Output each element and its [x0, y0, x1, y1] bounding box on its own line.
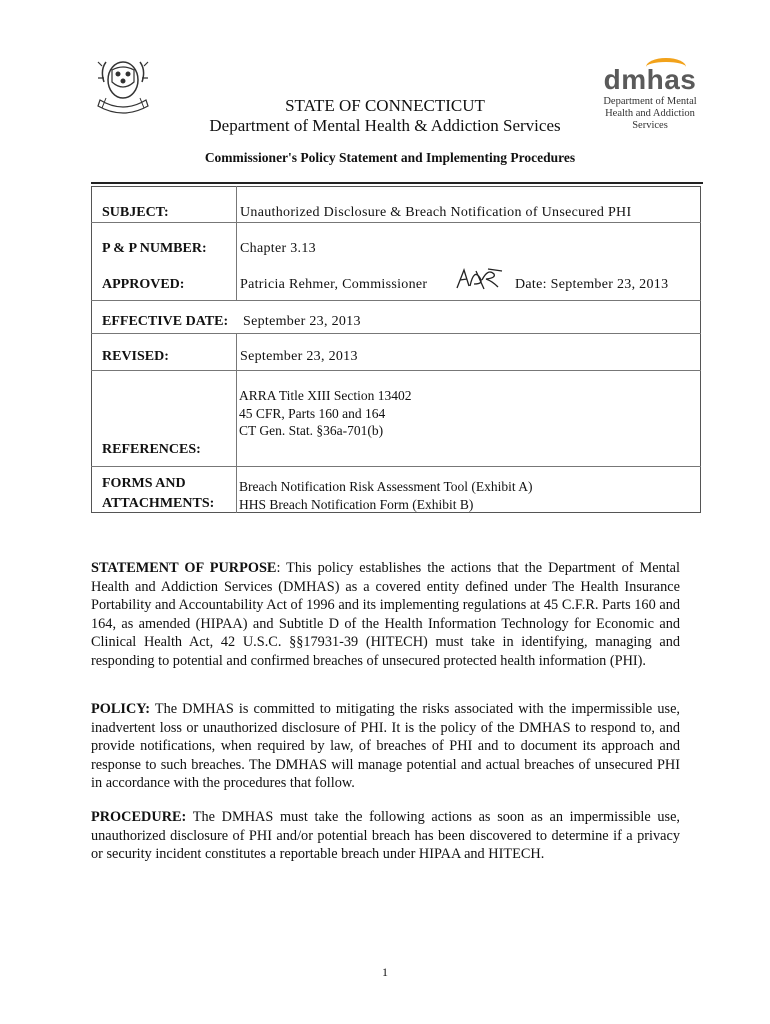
revised-label: REVISED:	[102, 349, 169, 364]
references-list	[239, 387, 412, 440]
procedure-text: The DMHAS must take the following actions as soon as an impermissible use, unauthorized disclosure of PHI and/or potential breach has been discovered to determine if a privacy or security incident constitutes a reportable breach under HIPAA and HITECH.	[91, 809, 680, 863]
forms-label-line-2: ATTACHMENTS:	[102, 496, 215, 511]
logo-line-3: Services	[632, 120, 668, 131]
policy-subtitle: Commissioner's Policy Statement and Implementing Procedures	[204, 150, 576, 165]
connecticut-seal-icon	[88, 50, 158, 120]
approved-label: APPROVED:	[102, 277, 185, 292]
statement-heading: STATEMENT OF PURPOSE	[91, 560, 277, 576]
subject-label: SUBJECT:	[102, 205, 169, 220]
column-divider	[236, 333, 237, 513]
references-label: REFERENCES:	[102, 442, 201, 457]
revised-value: September 23, 2013	[240, 349, 358, 364]
pp-number-label: P & P NUMBER:	[102, 241, 207, 256]
row-divider	[91, 333, 701, 334]
pp-number-value: Chapter 3.13	[240, 241, 316, 256]
approved-value: Patricia Rehmer, Commissioner	[240, 277, 428, 292]
form-item: Breach Notification Risk Assessment Tool (Exhibit A)	[239, 479, 533, 494]
department-title: Department of Mental Health & Addiction Services	[209, 116, 561, 135]
page-number: 1	[382, 965, 388, 979]
row-divider	[91, 370, 701, 371]
reference-item: CT Gen. Stat. §36a-701(b)	[239, 423, 384, 438]
reference-item: 45 CFR, Parts 160 and 164	[239, 405, 386, 421]
policy-heading: POLICY:	[91, 701, 151, 717]
logo-line-1: Department of Mental	[603, 96, 697, 107]
forms-list	[239, 478, 533, 513]
row-divider	[91, 300, 701, 301]
policy-section	[91, 700, 680, 793]
dmhas-logo	[598, 66, 702, 132]
dmhas-logo-word: dmhas	[598, 66, 702, 94]
effective-date-label: EFFECTIVE DATE:	[102, 314, 229, 329]
procedure-heading: PROCEDURE:	[91, 809, 187, 825]
form-item: HHS Breach Notification Form (Exhibit B)	[239, 496, 474, 512]
logo-line-2: Health and Addiction	[605, 108, 695, 119]
effective-date-value: September 23, 2013	[243, 314, 361, 329]
policy-info-table	[91, 186, 701, 513]
procedure-section	[91, 808, 680, 864]
approved-date: Date: September 23, 2013	[515, 277, 669, 292]
logo-subtitle	[598, 96, 702, 132]
reference-item: ARRA Title XIII Section 13402	[239, 388, 412, 403]
row-divider	[91, 222, 701, 223]
forms-label-line-1: FORMS AND	[102, 476, 186, 491]
state-title: STATE OF CONNECTICUT	[285, 96, 485, 115]
signature-initials-icon	[454, 266, 506, 292]
statement-text: : This policy establishes the actions that the Department of Mental Health and Addiction Services (DMHAS) as a covered entity defined under The Health Insurance Portability and Accountability Act of 1996 and its implementing regulations at 45 C.F.R. Parts 160 and 164, as amended (HIPAA) and Subtitle D of the Health Information Technology for Economic and Clinical Health Act, 42 U.S.C. §§17931-39 (HITECH) must take in identifying, managing and responding to potential and confirmed breaches of unsecured protected health information (PHI).	[91, 560, 680, 669]
subject-value: Unauthorized Disclosure & Breach Notification of Unsecured PHI	[240, 205, 632, 220]
statement-of-purpose	[91, 559, 680, 671]
column-divider	[236, 186, 237, 300]
row-divider	[91, 466, 701, 467]
logo-arc-icon	[646, 58, 686, 76]
top-rule	[91, 182, 703, 184]
policy-text: The DMHAS is committed to mitigating the risks associated with the impermissible use, inadvertent loss or unauthorized disclosure of PHI. It is the policy of the DMHAS to respond to, and provide notifications, when required by law, of breaches of PHI and to document its approach and response to such breaches. The DMHAS will manage potential and actual breaches of unsecured PHI in accordance with the procedures that follow.	[91, 701, 680, 792]
